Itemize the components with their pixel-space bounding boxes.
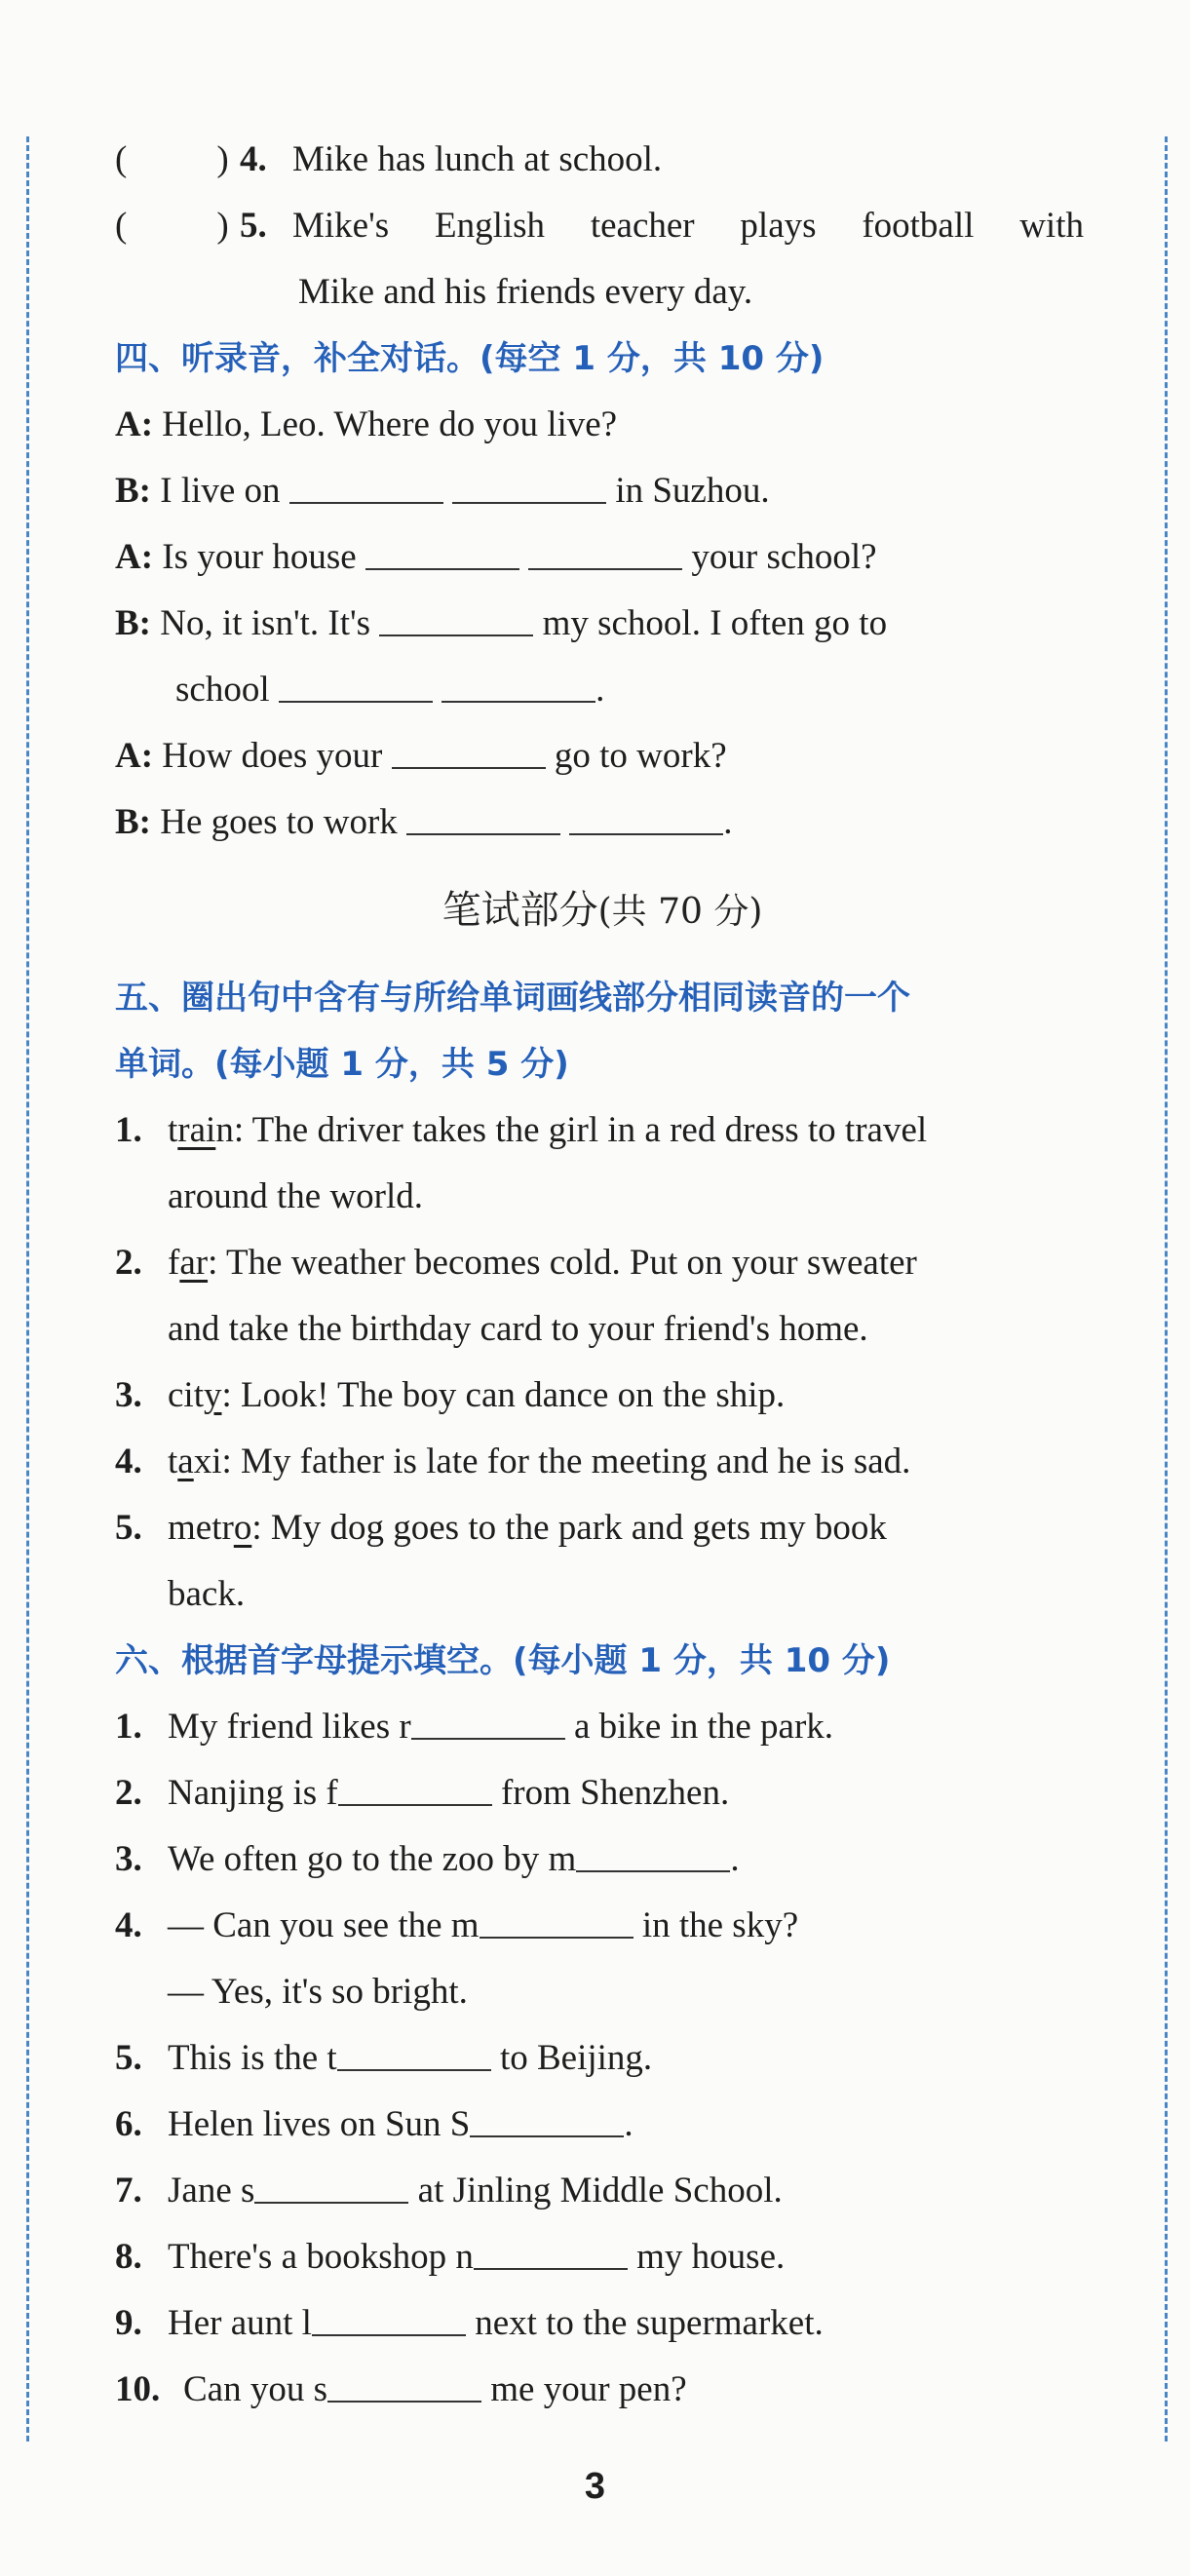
item-text: a bike in the park. [573, 1707, 834, 1747]
fill-blank[interactable] [379, 605, 533, 636]
fill-item-1 [115, 1694, 1090, 1760]
judge-item-5-cont [115, 259, 1090, 326]
fill-item-5 [115, 2025, 1090, 2092]
fill-blank[interactable] [365, 539, 519, 570]
given-word: taxi [168, 1442, 222, 1481]
dialogue-text: my school. I often go to [542, 603, 888, 643]
speaker-label: A: [115, 537, 154, 577]
phonics-item-3 [115, 1363, 1090, 1429]
phonics-item-1-cont [115, 1164, 1090, 1230]
item-text: Nanjing is f [168, 1773, 338, 1813]
fill-blank[interactable] [327, 2371, 481, 2403]
answer-paren[interactable]: ( ) [115, 139, 229, 179]
item-number: 4. [240, 139, 267, 179]
item-text: There's a bookshop n [168, 2237, 474, 2277]
given-word: far [168, 1243, 209, 1283]
dialogue-text: Hello, Leo. Where do you live? [162, 404, 618, 444]
dialogue-text: How does your [162, 736, 383, 776]
item-text: Mike's English teacher plays football with [292, 206, 1084, 246]
item-number: 5. [115, 2038, 142, 2078]
item-number: 2. [115, 1243, 142, 1283]
fill-item-4-reply [115, 1959, 1090, 2025]
item-text: from Shenzhen. [500, 1773, 730, 1813]
dialogue-line-4 [115, 591, 1090, 657]
dialogue-text: No, it isn't. It's [160, 603, 371, 643]
fill-blank[interactable] [338, 1775, 492, 1806]
item-text: at Jinling Middle School. [417, 2171, 783, 2211]
right-dashed-border [1165, 136, 1168, 2441]
fill-blank[interactable] [406, 804, 560, 835]
item-text: Can you s [183, 2369, 327, 2409]
item-number: 2. [115, 1773, 142, 1813]
item-text: Helen lives on Sun S [168, 2104, 471, 2144]
speaker-label: B: [115, 802, 151, 842]
item-number: 5. [115, 1508, 142, 1548]
dialogue-text: Is your house [162, 537, 357, 577]
dialogue-text: I live on [160, 471, 281, 511]
section-6-heading: 六、根据首字母提示填空。(每小题 1 分，共 10 分) [115, 1641, 891, 1680]
fill-blank[interactable] [312, 2305, 466, 2336]
fill-blank[interactable] [279, 672, 433, 703]
dialogue-text: . [723, 802, 733, 842]
item-number: 1. [115, 1707, 142, 1747]
item-text: to Beijing. [499, 2038, 653, 2078]
item-text: my house. [636, 2237, 786, 2277]
fill-item-3 [115, 1826, 1090, 1893]
item-text: . [624, 2104, 633, 2144]
item-number: 3. [115, 1839, 142, 1879]
fill-item-8 [115, 2224, 1090, 2290]
item-text: This is the t [168, 2038, 337, 2078]
fill-blank[interactable] [528, 539, 682, 570]
item-number: 4. [115, 1442, 142, 1481]
phonics-item-5-cont [115, 1561, 1090, 1628]
item-sentence: : My dog goes to the park and gets my book [251, 1508, 887, 1548]
section-5-heading-line1: 五、圈出句中含有与所给单词画线部分相同读音的一个 [115, 979, 910, 1018]
speaker-label: B: [115, 603, 151, 643]
worksheet-content [115, 127, 1090, 2423]
item-number: 10. [115, 2369, 161, 2409]
fill-item-10 [115, 2357, 1090, 2423]
fill-item-9 [115, 2290, 1090, 2357]
item-text: in the sky? [641, 1905, 799, 1945]
fill-blank[interactable] [452, 473, 606, 504]
item-sentence: : The driver takes the girl in a red dress to travel [233, 1110, 928, 1150]
dialogue-line-6 [115, 789, 1090, 856]
item-sentence-continued: back. [168, 1574, 246, 1614]
item-text: Her aunt l [168, 2303, 312, 2343]
judge-item-4 [115, 127, 1090, 193]
phonics-item-5 [115, 1495, 1090, 1561]
fill-blank[interactable] [569, 804, 723, 835]
item-text: — Can you see the m [168, 1905, 480, 1945]
dialogue-line-3 [115, 524, 1090, 591]
dialogue-text: go to work? [554, 736, 727, 776]
dialogue-line-2 [115, 458, 1090, 524]
phonics-item-2-cont [115, 1296, 1090, 1363]
fill-blank[interactable] [411, 1709, 565, 1740]
item-number: 8. [115, 2237, 142, 2277]
fill-blank[interactable] [441, 672, 595, 703]
dialogue-text: school [175, 670, 270, 710]
item-sentence-continued: and take the birthday card to your friend's home. [168, 1309, 868, 1349]
item-text: Mike has lunch at school. [292, 139, 663, 179]
dialogue-line-1 [115, 392, 1090, 458]
item-sentence-continued: around the world. [168, 1176, 424, 1216]
fill-blank[interactable] [254, 2172, 408, 2204]
dialogue-line-4-cont [115, 657, 1090, 723]
dialogue-text: . [595, 670, 605, 710]
item-number: 3. [115, 1375, 142, 1415]
section-5-heading-line2: 单词。(每小题 1 分，共 5 分) [115, 1045, 569, 1084]
item-text: We often go to the zoo by m [168, 1839, 577, 1879]
answer-paren[interactable]: ( ) [115, 206, 229, 246]
fill-blank[interactable] [337, 2040, 491, 2071]
fill-blank[interactable] [576, 1841, 730, 1872]
item-text: next to the supermarket. [475, 2303, 824, 2343]
speaker-label: A: [115, 404, 154, 444]
item-text: My friend likes r [168, 1707, 411, 1747]
item-sentence: : The weather becomes cold. Put on your sweater [208, 1243, 917, 1283]
item-text: Jane s [168, 2171, 255, 2211]
given-word: train [168, 1110, 234, 1150]
dialogue-text: your school? [691, 537, 877, 577]
item-sentence: : Look! The boy can dance on the ship. [221, 1375, 786, 1415]
speaker-label: B: [115, 471, 151, 511]
item-number: 9. [115, 2303, 142, 2343]
item-number: 6. [115, 2104, 142, 2144]
item-text: — Yes, it's so bright. [168, 1972, 468, 2012]
title-score: (共 70 分) [597, 892, 763, 932]
page-number: 3 [584, 2466, 606, 2507]
item-number: 7. [115, 2171, 142, 2211]
item-text: me your pen? [490, 2369, 687, 2409]
title-main: 笔试部分 [441, 888, 598, 933]
given-word: city [168, 1375, 222, 1415]
left-dashed-border [26, 136, 29, 2441]
item-number: 1. [115, 1110, 142, 1150]
dialogue-text: He goes to work [160, 802, 398, 842]
item-sentence: : My father is late for the meeting and he is sad. [221, 1442, 911, 1481]
fill-blank[interactable] [474, 2239, 628, 2270]
fill-blank[interactable] [470, 2106, 624, 2137]
phonics-item-2 [115, 1230, 1090, 1296]
given-word: metro [168, 1508, 252, 1548]
item-number: 5. [240, 206, 267, 246]
dialogue-line-5 [115, 723, 1090, 789]
fill-item-6 [115, 2092, 1090, 2158]
section-4-heading: 四、听录音，补全对话。(每空 1 分，共 10 分) [115, 339, 825, 378]
fill-item-2 [115, 1760, 1090, 1826]
speaker-label: A: [115, 736, 154, 776]
item-text: . [730, 1839, 740, 1879]
phonics-item-1 [115, 1097, 1090, 1164]
written-part-title [115, 856, 1090, 965]
fill-item-7 [115, 2158, 1090, 2224]
phonics-item-4 [115, 1429, 1090, 1495]
dialogue-text: in Suzhou. [615, 471, 770, 511]
item-text-continued: Mike and his friends every day. [298, 272, 753, 312]
fill-blank[interactable] [392, 738, 546, 769]
fill-item-4 [115, 1893, 1090, 1959]
fill-blank[interactable] [289, 473, 443, 504]
fill-blank[interactable] [480, 1907, 633, 1939]
item-number: 4. [115, 1905, 142, 1945]
judge-item-5 [115, 193, 1090, 259]
